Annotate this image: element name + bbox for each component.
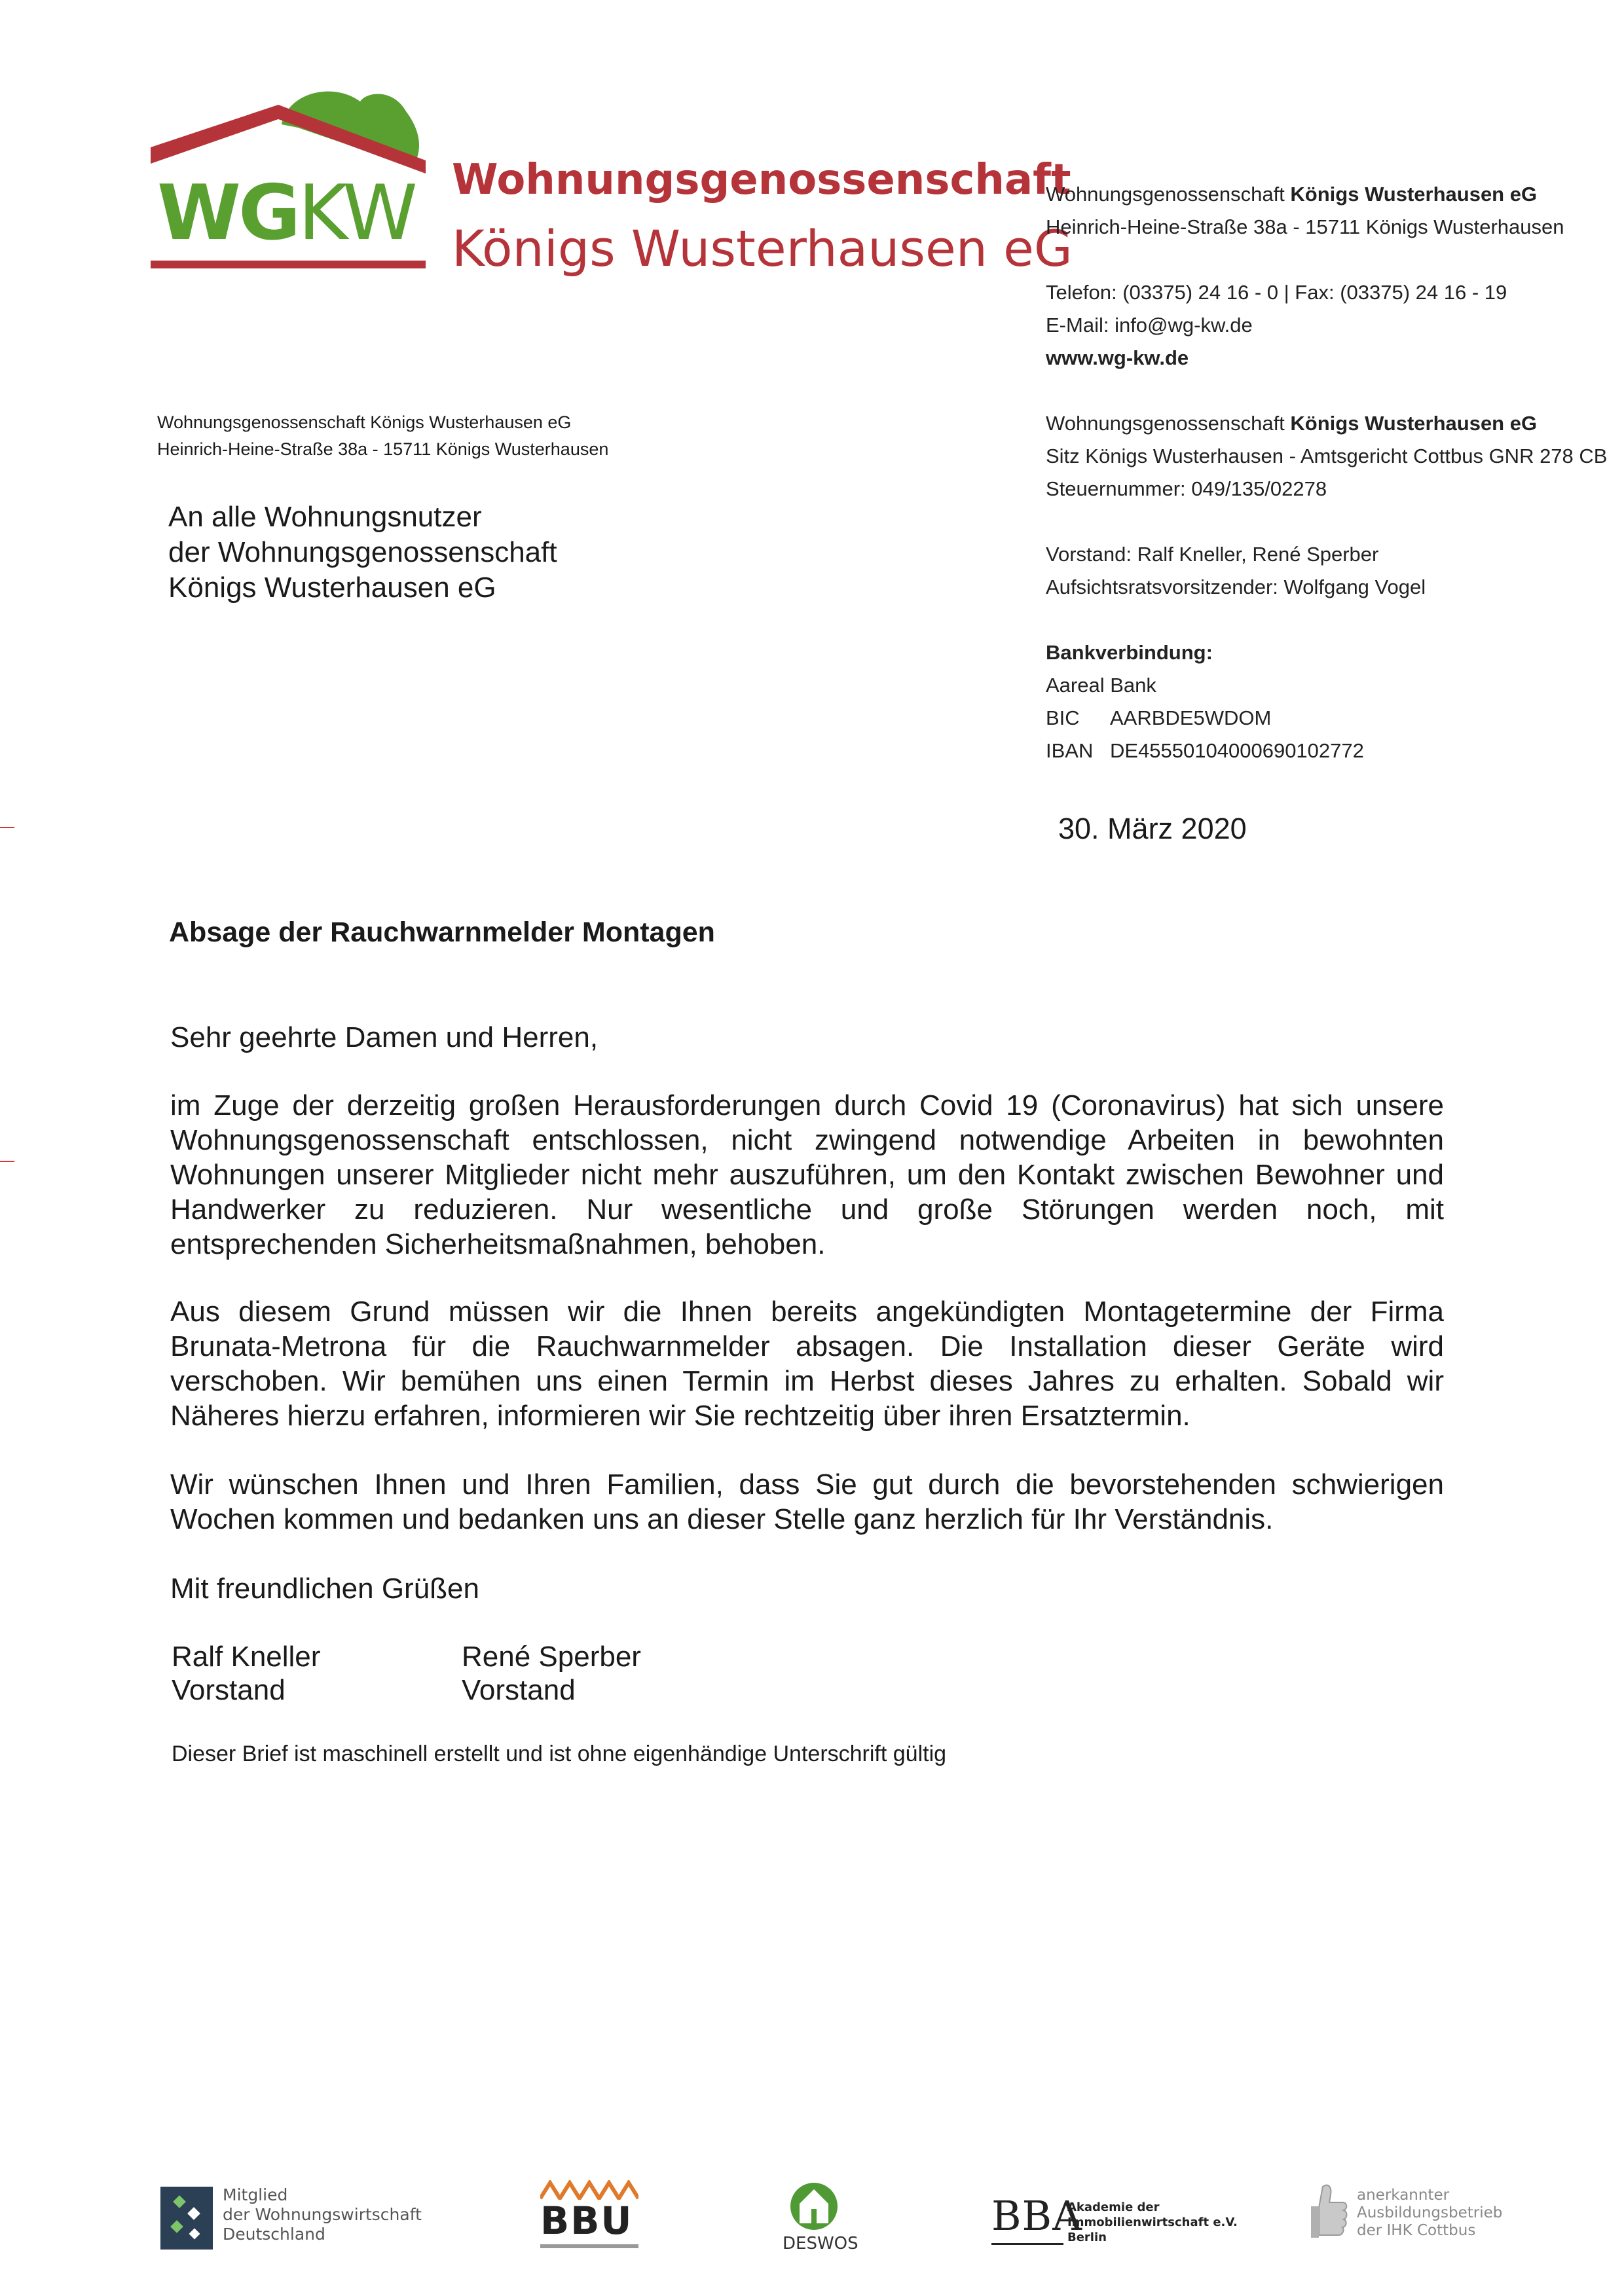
paragraph-1 <box>170 1088 1444 1262</box>
signatory-2-role: Vorstand <box>462 1674 576 1706</box>
sender-line-1: Wohnungsgenossenschaft Königs Wusterhausen eG <box>157 412 572 432</box>
contact-org-bold: Königs Wusterhausen eG <box>1290 183 1538 206</box>
signatory-1-role: Vorstand <box>172 1674 286 1706</box>
registry-org <box>1046 407 1607 440</box>
gdw-line3: Deutschland <box>223 2225 325 2244</box>
thumbs-up-icon <box>1310 2180 1349 2246</box>
contact-org-prefix: Wohnungsgenossenschaft <box>1046 183 1285 206</box>
logo-kw: KW <box>298 169 415 257</box>
signatory-2 <box>462 1640 641 1707</box>
board-members: Vorstand: Ralf Kneller, René Sperber <box>1046 543 1379 566</box>
bic-value: AARBDE5WDOM <box>1110 706 1272 729</box>
registry-org-bold: Königs Wusterhausen eG <box>1290 412 1538 435</box>
sender-line-2: Heinrich-Heine-Straße 38a - 15711 Königs Wusterhausen <box>157 439 609 459</box>
salutation <box>170 1020 1444 1055</box>
bbu-text: BBU <box>540 2198 633 2243</box>
recipient-line-1: An alle Wohnungsnutzer <box>168 501 482 533</box>
paragraph-3 <box>170 1467 1444 1537</box>
gdw-line1: Mitglied <box>223 2185 288 2204</box>
tax-number: Steuernummer: 049/135/02278 <box>1046 477 1327 500</box>
gdw-emblem-icon <box>160 2187 213 2250</box>
recipient-line-3: Königs Wusterhausen eG <box>168 572 496 604</box>
signatory-1-name: Ralf Kneller <box>172 1641 321 1673</box>
contact-website[interactable] <box>1046 342 1607 374</box>
deswos-house-icon <box>788 2180 840 2232</box>
sender-line <box>157 409 608 463</box>
letter-date: 30. März 2020 <box>1058 812 1247 845</box>
iban-value: DE45550104000690102772 <box>1110 739 1364 762</box>
bba-caption <box>1067 2200 1238 2245</box>
bbu-roof-icon <box>540 2180 638 2200</box>
ihk-line3: der IHK Cottbus <box>1357 2222 1476 2239</box>
bba-underline <box>991 2243 1063 2245</box>
recipient-line-2: der Wohnungsgenossenschaft <box>168 536 557 568</box>
letter-subject: Absage der Rauchwarnmelder Montagen <box>169 917 715 948</box>
bba-line1: Akademie der <box>1067 2200 1160 2214</box>
bank-bic <box>1046 702 1607 735</box>
fold-mark-top <box>0 827 14 828</box>
ihk-text <box>1357 2187 1502 2240</box>
logo-monogram <box>157 169 415 257</box>
bba-line3: Berlin <box>1067 2231 1107 2244</box>
logo-wg: WG <box>157 169 299 257</box>
iban-label: IBAN <box>1046 739 1094 762</box>
logo-name-line2: Königs Wusterhausen eG <box>452 219 1073 278</box>
wgkw-logo <box>151 85 1073 282</box>
bbu-subline <box>540 2244 638 2248</box>
closing <box>170 1571 1444 1606</box>
contact-block <box>1046 178 1607 767</box>
bank-name: Aareal Bank <box>1046 674 1156 697</box>
contact-org <box>1046 178 1607 211</box>
contact-email[interactable]: E-Mail: info@wg-kw.de <box>1046 314 1253 337</box>
bba-text: BBA <box>991 2192 1082 2240</box>
deswos-text: DESWOS <box>783 2234 858 2253</box>
supervisory-chair: Aufsichtsratsvorsitzender: Wolfgang Vogel <box>1046 575 1426 598</box>
machine-generated-note: Dieser Brief ist maschinell erstellt und ist ohne eigenhändige Unterschrift gültig <box>172 1741 947 1766</box>
paragraph-1-text: im Zuge der derzeitig großen Herausforderungen durch Covid 19 (Coronavirus) hat sich unsere Wohnungsgenossenschaft entschlossen, nicht zwingend notwendige Arbeiten in bewohnten Wohnungen unserer Mitglieder nicht mehr auszuführen, um den Kontakt zwischen Bewohner und Handwerker zu reduzieren. Nur wesentliche und große Störungen werden noch, mit entsprechenden Sicherheitsmaßnahmen, behoben. <box>170 1089 1444 1260</box>
signatory-1 <box>172 1640 320 1707</box>
ihk-line1: anerkannter <box>1357 2187 1450 2204</box>
registry-seat: Sitz Königs Wusterhausen - Amtsgericht Cottbus GNR 278 CB <box>1046 445 1608 467</box>
gdw-line2: der Wohnungswirtschaft <box>223 2205 422 2224</box>
bank-heading <box>1046 636 1607 669</box>
bank-iban <box>1046 735 1607 767</box>
fold-mark-middle <box>0 1161 14 1162</box>
bic-label: BIC <box>1046 706 1080 729</box>
contact-phone-fax: Telefon: (03375) 24 16 - 0 | Fax: (03375) 24 16 - 19 <box>1046 281 1507 304</box>
paragraph-2 <box>170 1294 1444 1433</box>
paragraph-2-text: Aus diesem Grund müssen wir die Ihnen bereits angekündigten Montagetermine der Firma Brunata-Metrona für die Rauchwarnmelder absagen. Die Installation dieser Geräte wird verschoben. Wir bemühen uns einen Termin im Herbst dieses Jahres zu erhalten. Sobald wir Näheres hierzu erfahren, informieren wir Sie rechtzeitig über ihren Ersatztermin. <box>170 1296 1444 1432</box>
contact-address: Heinrich-Heine-Straße 38a - 15711 Königs Wusterhausen <box>1046 215 1564 238</box>
registry-org-prefix: Wohnungsgenossenschaft <box>1046 412 1285 435</box>
salutation-text: Sehr geehrte Damen und Herren, <box>170 1021 599 1053</box>
recipient-address <box>168 500 557 606</box>
gdw-text <box>223 2185 422 2244</box>
logo-name-line1: Wohnungsgenossenschaft <box>452 156 1071 204</box>
closing-text: Mit freundlichen Grüßen <box>170 1573 479 1605</box>
signatory-2-name: René Sperber <box>462 1641 641 1673</box>
contact-website-text: www.wg-kw.de <box>1046 346 1189 369</box>
paragraph-3-text: Wir wünschen Ihnen und Ihren Familien, dass Sie gut durch die bevorstehenden schwierigen Wochen kommen und bedanken uns an dieser Stelle ganz herzlich für Ihr Verständnis. <box>170 1468 1444 1535</box>
bank-heading-text: Bankverbindung: <box>1046 641 1213 664</box>
ihk-line2: Ausbildungsbetrieb <box>1357 2204 1503 2221</box>
bba-line2: Immobilienwirtschaft e.V. <box>1067 2215 1238 2229</box>
